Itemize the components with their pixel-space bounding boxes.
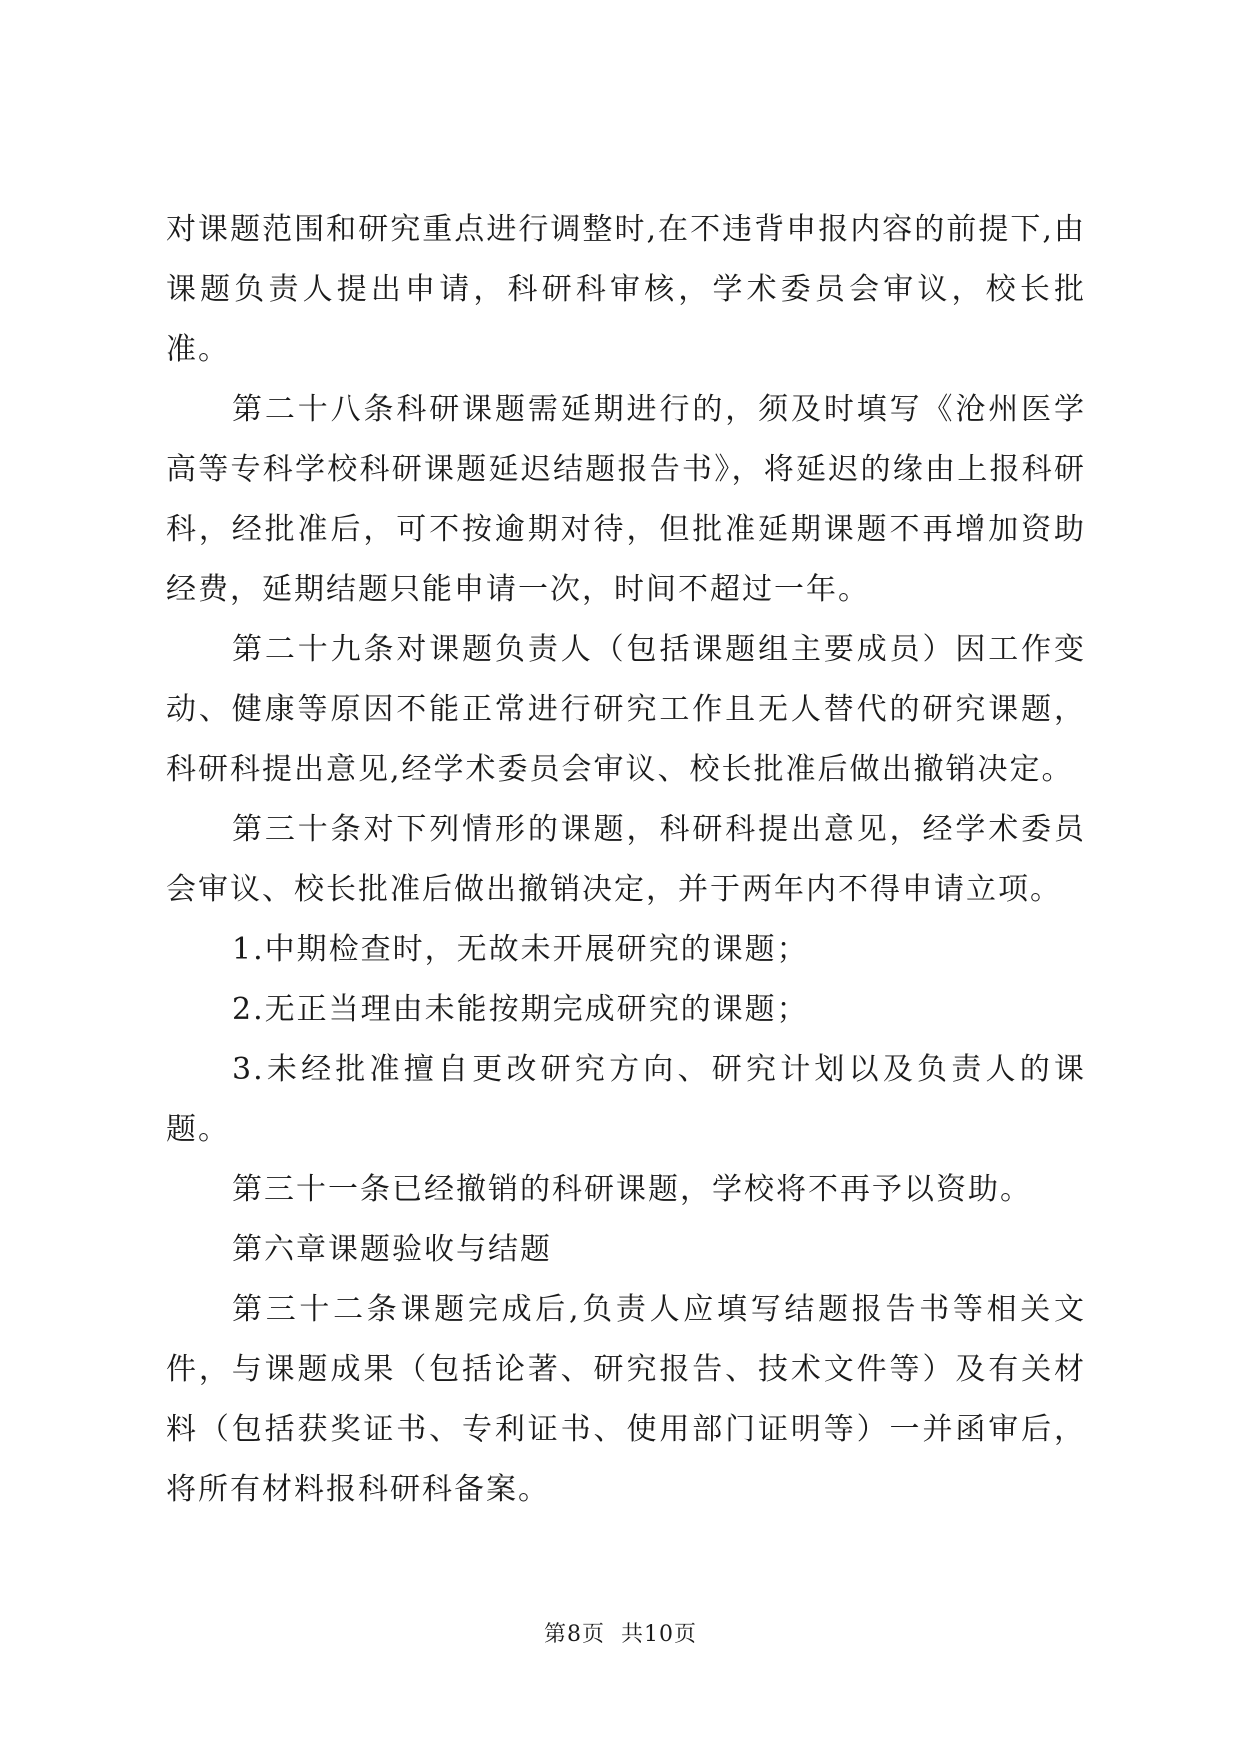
paragraph-adjustment: 对课题范围和研究重点进行调整时,在不违背申报内容的前提下,由课题负责人提出申请，科研科审核，学术委员会审议，校长批准。 (166, 212, 1086, 367)
document-body (166, 200, 1086, 1520)
list-item-2: 2.无正当理由未能按期完成研究的课题； (232, 992, 809, 1027)
paragraph-article-31: 第三十一条已经撤销的科研课题，学校将不再予以资助。 (232, 1172, 1032, 1207)
page-footer (0, 1617, 1241, 1648)
paragraph-article-32: 第三十二条课题完成后,负责人应填写结题报告书等相关文件，与课题成果（包括论著、研究报告、技术文件等）及有关材料（包括获奖证书、专利证书、使用部门证明等）一并函审后，将所有材料报科研科备案。 (166, 1292, 1086, 1507)
page-total: 共10页 (621, 1622, 697, 1647)
paragraph-article-29: 第二十九条对课题负责人（包括课题组主要成员）因工作变动、健康等原因不能正常进行研究工作且无人替代的研究课题，科研科提出意见,经学术委员会审议、校长批准后做出撤销决定。 (166, 632, 1086, 787)
page-number: 第8页 (544, 1622, 605, 1647)
chapter-heading: 第六章课题验收与结题 (232, 1232, 552, 1267)
list-item-3: 3.未经批准擅自更改研究方向、研究计划以及负责人的课题。 (166, 1052, 1086, 1147)
list-item-1: 1.中期检查时，无故未开展研究的课题； (232, 932, 809, 967)
paragraph-article-30: 第三十条对下列情形的课题，科研科提出意见，经学术委员会审议、校长批准后做出撤销决定，并于两年内不得申请立项。 (166, 812, 1086, 907)
paragraph-article-28: 第二十八条科研课题需延期进行的，须及时填写《沧州医学高等专科学校科研课题延迟结题报告书》，将延迟的缘由上报科研科，经批准后，可不按逾期对待，但批准延期课题不再增加资助经费，延期结题只能申请一次，时间不超过一年。 (166, 392, 1086, 607)
